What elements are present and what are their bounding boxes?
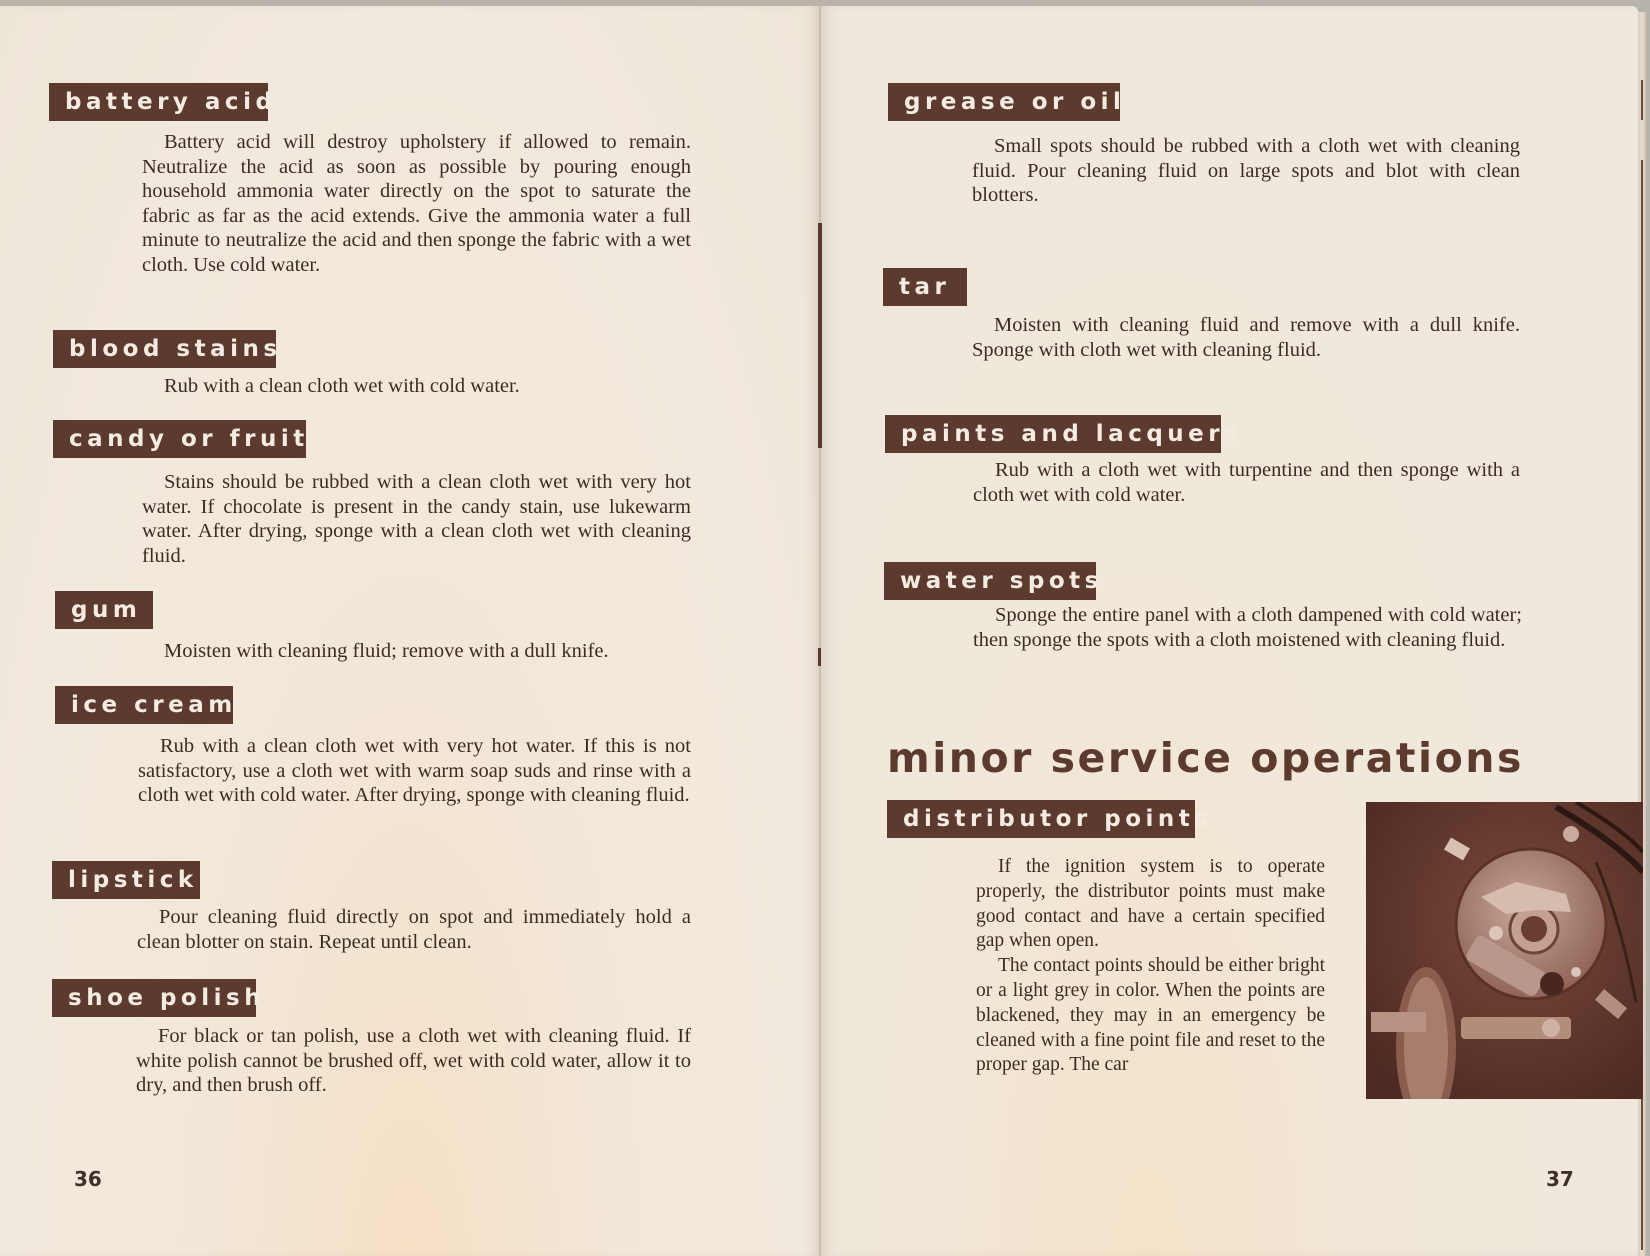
distributor-photo xyxy=(1366,802,1643,1099)
heading-paints-and-lacquers: paints and lacquers xyxy=(885,415,1221,453)
heading-lipstick: lipstick xyxy=(52,861,200,899)
text-paints-and-lacquers: Rub with a cloth wet with turpentine and then sponge with a cloth wet with cold water. xyxy=(973,459,1520,506)
text-ice-cream: Rub with a clean cloth wet with very hot water. If this is not satisfactory, use a cloth wet with warm soap suds and rinse with a cloth wet with cold water. After drying, sponge with cleaning fluid. xyxy=(138,735,691,807)
heading-candy-or-fruit: candy or fruit xyxy=(53,420,306,458)
heading-gum: gum xyxy=(55,591,153,629)
chapter-title: minor service operations xyxy=(887,734,1524,782)
text-distributor-points xyxy=(976,855,1325,1078)
text-lipstick: Pour cleaning fluid directly on spot and immediately hold a clean blotter on stain. Repeat until clean. xyxy=(137,906,691,953)
heading-blood-stains: blood stains xyxy=(53,330,276,368)
text-battery-acid: Battery acid will destroy upholstery if allowed to remain. Neutralize the acid as soon as possible by pouring enough household ammonia water directly on the spot to saturate the fabric as far as the acid extends. Give the ammonia water a full minute to neutralize the acid and then sponge the fabric with a wet cloth. Use cold water. xyxy=(142,131,691,276)
heading-distributor-points: distributor points xyxy=(887,800,1195,838)
edge-mark xyxy=(1641,80,1643,120)
heading-shoe-polish: shoe polish xyxy=(52,979,256,1017)
page-number-right: 37 xyxy=(1546,1167,1574,1191)
heading-water-spots: water spots xyxy=(884,562,1096,600)
spine-mark xyxy=(818,223,822,448)
book-spine xyxy=(819,6,821,1256)
heading-grease-or-oil: grease or oil xyxy=(888,83,1120,121)
page-number-left: 36 xyxy=(74,1167,102,1191)
distributor-image-icon xyxy=(1366,802,1643,1099)
heading-battery-acid: battery acid xyxy=(49,83,268,121)
text-water-spots: Sponge the entire panel with a cloth dampened with cold water; then sponge the spots with a cloth moistened with cleaning fluid. xyxy=(973,604,1522,651)
text-tar: Moisten with cleaning fluid and remove with a dull knife. Sponge with cloth wet with cleaning fluid. xyxy=(972,314,1520,361)
text-gum: Moisten with cleaning fluid; remove with a dull knife. xyxy=(164,640,609,662)
heading-ice-cream: ice cream xyxy=(55,686,233,724)
paragraph-1: If the ignition system is to operate properly, the distributor points must make good contact and have a certain specified gap when open. xyxy=(976,856,1325,952)
text-shoe-polish: For black or tan polish, use a cloth wet with cleaning fluid. If white polish cannot be brushed off, wet with cold water, allow it to dry, and then brush off. xyxy=(136,1025,691,1097)
text-blood-stains: Rub with a clean cloth wet with cold water. xyxy=(164,375,520,397)
text-grease-or-oil: Small spots should be rubbed with a cloth wet with cleaning fluid. Pour cleaning fluid on large spots and blot with clean blotters. xyxy=(972,135,1520,207)
spine-tick xyxy=(818,648,821,666)
paragraph-2: The contact points should be either bright or a light grey in color. When the points are blackened, they may in an emergency be cleaned with a fine point file and reset to the proper gap. The car xyxy=(976,955,1325,1076)
heading-tar: tar xyxy=(883,268,967,306)
text-candy-or-fruit: Stains should be rubbed with a clean cloth wet with very hot water. If chocolate is present in the candy stain, use lukewarm water. After drying, sponge with a clean cloth wet with cleaning fluid. xyxy=(142,471,691,567)
